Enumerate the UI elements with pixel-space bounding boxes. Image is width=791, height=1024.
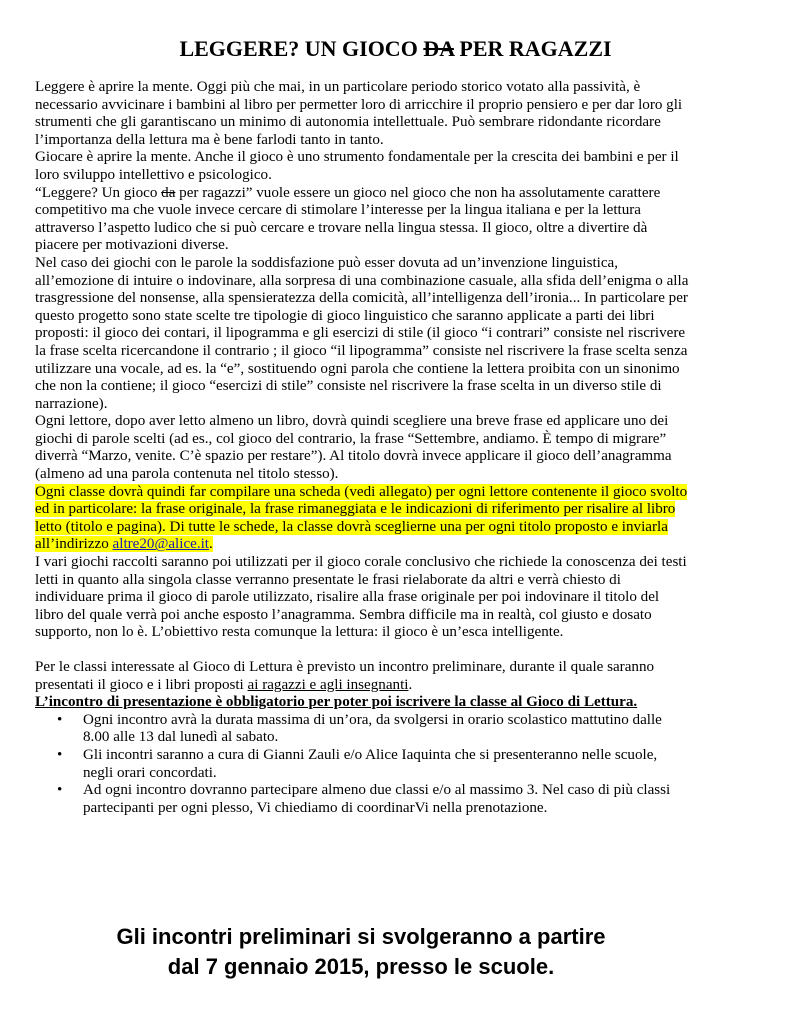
title-part-1: LEGGERE? UN GIOCO [179, 36, 424, 61]
title-part-2: PER RAGAZZI [453, 36, 612, 61]
paragraph-project-intro-rest: per ragazzi” vuole essere un gioco nel gioco che non ha assolutamente carattere competitivo ma che vuole invece cercare di stimolare l’interesse per la lingua italiana e per la lettura attraverso l’aspetto ludico che si può cercare e trovare nella lingua stessa. Il gioco, oltre a divertire dà piacere per motivazioni diverse. [35, 184, 661, 254]
list-item-text: Ogni incontro avrà la durata massima di un’ora, da svolgersi in orario scolastico mattutino dalle 8.00 alle 13 dal lunedì al sabato. [83, 711, 662, 746]
paragraph-preliminary-meeting [35, 659, 691, 694]
paragraph-spacer [35, 642, 691, 659]
list-item [57, 782, 691, 817]
struck-word-da: da [161, 184, 176, 201]
bullet-icon: • [57, 746, 63, 763]
paragraph-project-intro-start: “Leggere? Un gioco [35, 184, 162, 201]
list-item [57, 711, 691, 747]
paragraph-word-games: Nel caso dei giochi con le parole la soddisfazione può esser dovuta ad un’invenzione linguistica, all’emozione di intuire o indovinare, alla sorpresa di una combinazione casuale, alla sfida dell’enigma o alla trasgressione del nonsense, alla spensieratezza della comicità, all’intelligenza dell’ironia... In particolare per questo progetto sono state scelte tre tipologie di gioco linguistico che saranno applicate a parti dei libri proposti: il gioco dei contari, il lipogramma e gli esercizi di stile (il gioco “i contrari” consiste nel riscrivere la frase scelta ricercandone il contrario ; il gioco “il lipogramma” consiste nel riscrivere la frase scelta senza utilizzare una vocale, ad es. la “e”, sostituendo ogni parola che contiene la lettera proibita con un sinonimo che non la contiene; il gioco “esercizi di stile” consiste nel riscrivere la frase scelta in un diverso stile di narrazione). [35, 254, 689, 412]
preliminary-meeting-period: . [408, 676, 413, 693]
mandatory-meeting-notice: L’incontro di presentazione è obbligatorio per poter poi iscrivere la classe al Gioco di Lettura. [35, 694, 638, 711]
paragraph-giocare: Giocare è aprire la mente. Anche il gioco è uno strumento fondamentale per la crescita dei bambini e per il loro sviluppo intellettivo e psicologico. [35, 149, 679, 183]
highlighted-period: . [209, 536, 213, 553]
list-item-text: Ad ogni incontro dovranno partecipare almeno due classi e/o al massimo 3. Nel caso di più classi partecipanti per ogni plesso, Vi chiediamo di coordinarVi nella prenotazione. [83, 782, 671, 816]
title-struck-word: DA [423, 36, 454, 61]
paragraph-leggere: Leggere è aprire la mente. Oggi più che mai, in un particolare periodo storico votato alla passività, è necessario avvicinare i bambini al libro per permetter loro di arricchire il proprio pensiero e per dar loro gli strumenti che gli garantiscano un minimo di autonomia intellettuale. Può sembrare ridondante ricordare l’importanza della lettura ma è bene farlodi tanto in tanto. [35, 79, 683, 148]
list-item-text: Gli incontri saranno a cura di Gianni Zauli e/o Alice Iaquinta che si presenteranno nelle scuole, negli orari concordati. [83, 746, 658, 781]
meeting-details-list [35, 712, 691, 818]
email-link[interactable]: altre20@alice.it [112, 536, 209, 553]
paragraph-final-game: I vari giochi raccolti saranno poi utilizzati per il gioco corale conclusivo che richiede la conoscenza dei testi letti in quanto alla singola classe verranno presentate le frasi rielaborate da altri e verrà chiesto di individuare prima il gioco di parole utilizzato, risalire alla frase originale per poi indovinare il titolo del libro del quale verrà poi anche esposto l’anagramma. Sembra difficile ma in realtà, col giusto e dosato supporto, non lo è. L’obiettivo resta comunque la lettura: il gioco è un’esca intelligente. [35, 554, 687, 641]
paragraph-reader-instructions: Ogni lettore, dopo aver letto almeno un libro, dovrà quindi scegliere una breve frase ed applicare uno dei giochi di parole scelti (ad es., col gioco del contrario, la frase “Settembre, andiamo. È tempo di migrare” diverrà “Marzo, venite. C’è spazio per restare”). Al titolo dovrà invece applicare il gioco dell’anagramma (almeno ad una parola contenuta nel titolo stesso). [35, 413, 672, 483]
footer-announcement [0, 922, 722, 982]
footer-line-1: Gli incontri preliminari si svolgeranno a partire [116, 924, 606, 949]
underlined-audience: ai ragazzi e agli insegnanti [247, 676, 409, 693]
document-title [0, 36, 791, 62]
preliminary-meeting-text: Per le classi interessate al Gioco di Lettura è previsto un incontro preliminare, durante il quale saranno presentati il gioco e i libri proposti [35, 659, 655, 693]
paragraph-class-form [35, 484, 691, 554]
bullet-icon: • [57, 711, 63, 728]
highlighted-instructions: Ogni classe dovrà quindi far compilare una scheda (vedi allegato) per ogni lettore contenente il gioco svolto ed in particolare: la frase originale, la frase rimaneggiata e le indicazioni di riferimento per risalire al libro letto (titolo e pagina). Di tutte le schede, la classe dovrà sceglierne una per ogni titolo proposto e inviarla all’indirizzo [35, 483, 688, 553]
paragraph-project-intro [35, 185, 691, 255]
footer-line-2: dal 7 gennaio 2015, presso le scuole. [167, 954, 555, 979]
document-body [35, 79, 691, 817]
bullet-icon: • [57, 782, 63, 799]
list-item [57, 746, 691, 782]
